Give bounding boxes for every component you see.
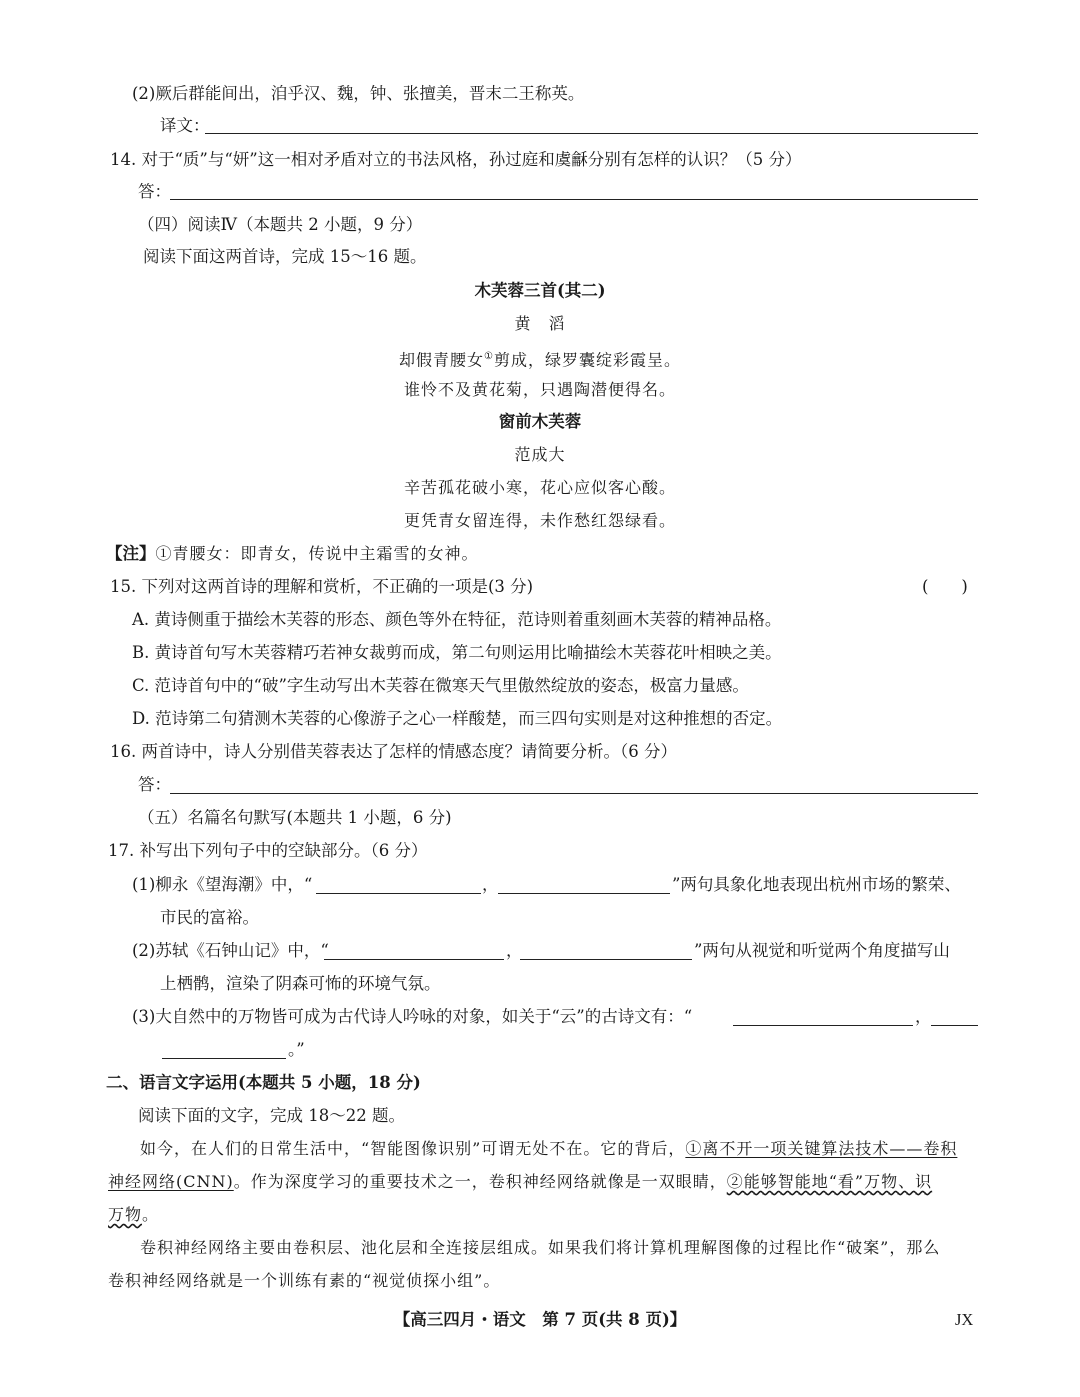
footer-page-info: 【高三四月・语文 第 7 页(共 8 页)】 bbox=[393, 1310, 687, 1329]
q17-2-comma: ， bbox=[506, 941, 523, 960]
note-mark: ① bbox=[484, 351, 494, 362]
section4-title: （四）阅读Ⅳ（本题共 2 小题，9 分） bbox=[138, 215, 423, 234]
q15-option-b: B. 黄诗首句写木芙蓉精巧若神女裁剪而成，第二句则运用比喻描绘木芙蓉花叶相映之美。 bbox=[132, 643, 782, 662]
q17-3-blank-2-cont[interactable] bbox=[162, 1058, 286, 1059]
passage-p1-line1 bbox=[140, 1137, 957, 1161]
passage-p1-line2 bbox=[108, 1170, 932, 1194]
q15-option-d: D. 范诗第二句猜测木芙蓉的心像游子之心一样酸楚，而三四句实则是对这种推想的否定。 bbox=[132, 709, 783, 728]
q17-2-blank-1[interactable] bbox=[324, 959, 504, 960]
passage-p2-line2: 卷积神经网络就是一个训练有素的“视觉侦探小组”。 bbox=[108, 1271, 501, 1290]
q17-3-a: (3)大自然中的万物皆可成为古代诗人吟咏的对象，如关于“云”的古诗文有：“ bbox=[132, 1007, 693, 1026]
footer-code: JX bbox=[955, 1310, 974, 1329]
q16-answer-line[interactable] bbox=[170, 793, 978, 794]
note bbox=[106, 542, 479, 566]
q17-3-blank-1[interactable] bbox=[733, 1025, 913, 1026]
q17-1-blank-2[interactable] bbox=[498, 893, 670, 894]
passage-p2-line1: 卷积神经网络主要由卷积层、池化层和全连接层组成。如果我们将计算机理解图像的过程比作“破案”，那么 bbox=[140, 1238, 941, 1257]
poem1-line1-b: 剪成，绿罗囊绽彩霞呈。 bbox=[493, 350, 681, 370]
section5-title: （五）名篇名句默写(本题共 1 小题，6 分) bbox=[138, 808, 452, 827]
q17-2-blank-2[interactable] bbox=[520, 959, 692, 960]
poem1-author: 黄 滔 bbox=[514, 314, 566, 333]
q15-option-c: C. 范诗首句中的“破”字生动写出木芙蓉在微寒天气里傲然绽放的姿态，极富力量感。 bbox=[132, 676, 749, 695]
q17-1-blank-1[interactable] bbox=[316, 893, 481, 894]
q17-2-c: 上栖鹘，渲染了阴森可怖的环境气氛。 bbox=[160, 974, 441, 993]
q16-answer-label: 答： bbox=[138, 775, 171, 794]
q13-2-text: (2)厥后群能间出，洎乎汉、魏，钟、张擅美，晋末二王称英。 bbox=[132, 84, 585, 103]
wavy-sentence-2-cont: 万物 bbox=[108, 1205, 143, 1224]
q13-2-answer-label: 译文： bbox=[160, 116, 210, 135]
note-text: ①青腰女：即青女，传说中主霜雪的女神。 bbox=[155, 544, 479, 563]
q15-stem: 15. 下列对这两首诗的理解和赏析，不正确的一项是(3 分) bbox=[110, 577, 534, 596]
part2-title: 二、语言文字运用(本题共 5 小题，18 分) bbox=[106, 1073, 421, 1092]
poem2-author: 范成大 bbox=[514, 445, 566, 464]
passage-p1-l3-end: 。 bbox=[142, 1205, 160, 1224]
passage-p1-l1-text: 如今，在人们的日常生活中，“智能图像识别”可谓无处不在。它的背后， bbox=[140, 1139, 686, 1158]
q16-text: 16. 两首诗中，诗人分别借芙蓉表达了怎样的情感态度？请简要分析。（6 分） bbox=[110, 742, 677, 761]
q17-3-comma: ， bbox=[915, 1007, 932, 1026]
note-label: 【注】 bbox=[106, 544, 156, 563]
q17-2-a: (2)苏轼《石钟山记》中，“ bbox=[132, 941, 329, 960]
q17-3-blank-2[interactable] bbox=[931, 1025, 978, 1026]
q17-1-comma: ， bbox=[482, 875, 499, 894]
poem1-title: 木芙蓉三首(其二) bbox=[474, 281, 606, 300]
part2-intro: 阅读下面的文字，完成 18～22 题。 bbox=[138, 1106, 405, 1125]
underline-sentence-1-cont: 神经网络(CNN) bbox=[108, 1172, 234, 1191]
q14-answer-label: 答： bbox=[138, 182, 171, 201]
poem1-line1-a: 却假青腰女 bbox=[399, 350, 485, 370]
q15-option-a: A. 黄诗侧重于描绘木芙蓉的形态、颜色等外在特征，范诗则着重刻画木芙蓉的精神品格。 bbox=[132, 610, 782, 629]
poem2-line1: 辛苦孤花破小寒，花心应似客心酸。 bbox=[403, 478, 676, 497]
passage-p1-l2-text: 。作为深度学习的重要技术之一，卷积神经网络就像是一双眼睛， bbox=[233, 1172, 727, 1191]
q14-text: 14. 对于“质”与“妍”这一相对矛盾对立的书法风格，孙过庭和虞龢分别有怎样的认识？（5 分） bbox=[110, 150, 802, 169]
poem2-line2: 更凭青女留连得，未作愁红怨绿看。 bbox=[403, 511, 676, 530]
section4-intro: 阅读下面这两首诗，完成 15～16 题。 bbox=[143, 247, 427, 266]
passage-p1-line3 bbox=[108, 1203, 159, 1227]
q13-2-answer-line[interactable] bbox=[205, 133, 978, 134]
poem2-title: 窗前木芙蓉 bbox=[498, 412, 582, 431]
underline-sentence-1: ①离不开一项关键算法技术——卷积 bbox=[685, 1139, 958, 1158]
q17-1-a: (1)柳永《望海潮》中，“ bbox=[132, 875, 313, 894]
q17-1-c: 市民的富裕。 bbox=[160, 908, 259, 927]
q17-1-b: ”两句具象化地表现出杭州市场的繁荣、 bbox=[672, 875, 961, 894]
q17-2-b: ”两句从视觉和听觉两个角度描写山 bbox=[694, 941, 950, 960]
q17-stem: 17. 补写出下列句子中的空缺部分。（6 分） bbox=[108, 841, 428, 860]
q14-answer-line[interactable] bbox=[170, 199, 978, 200]
poem1-line1 bbox=[0, 345, 1080, 372]
q15-answer-bracket[interactable]: ( ) bbox=[922, 577, 968, 596]
wavy-sentence-2: ②能够智能地“看”万物、识 bbox=[726, 1172, 933, 1191]
poem1-line2: 谁怜不及黄花菊，只遇陶潜便得名。 bbox=[403, 380, 676, 399]
q17-3-end: 。” bbox=[288, 1040, 305, 1059]
